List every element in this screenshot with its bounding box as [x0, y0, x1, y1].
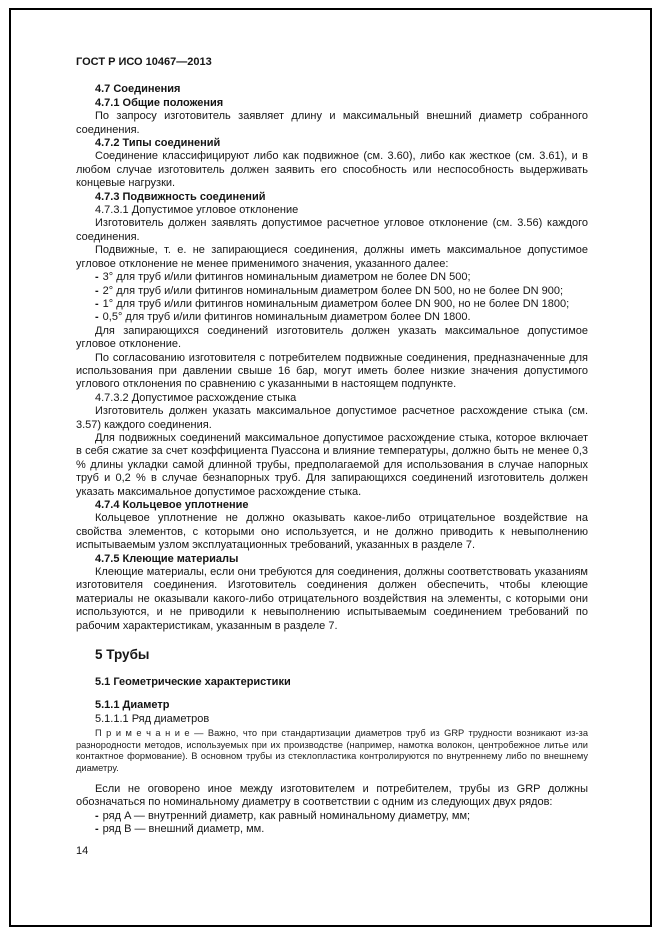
paragraph: Подвижные, т. е. не запирающиеся соединения, должны иметь максимальное допустимое угловое отклонение не менее применимого значения, указанного далее:	[76, 244, 588, 270]
heading-4-7-3-2: 4.7.3.2 Допустимое расхождение стыка	[95, 391, 297, 404]
page-content	[76, 56, 588, 837]
list-item-text: ряд B — внешний диаметр, мм.	[102, 823, 265, 836]
heading-4-7-2: 4.7.2 Типы соединений	[95, 137, 221, 150]
paragraph: По согласованию изготовителя с потребителем подвижные соединения, предназначенные для использования при давлении свыше 16 бар, могут иметь более низкие значения допустимого углового отклонения по сравнению с указанными в настоящем подпункте.	[76, 351, 588, 391]
note: П р и м е ч а н и е — Важно, что при стандартизации диаметров труб из GRP трудности возникают из-за разнородности методов, используемых при их производстве (например, намотка волокон, центробежное литье или контактное формование). В основном трубы из стеклопластика контролируются по внутреннему либо по внешнему диаметру.	[76, 728, 588, 773]
list-item-text: 1° для труб и/или фитингов номинальным диаметром более DN 900, но не более DN 1800;	[102, 297, 570, 310]
heading-4-7-4: 4.7.4 Кольцевое уплотнение	[95, 499, 249, 511]
list-item	[76, 271, 588, 284]
heading-4-7: 4.7 Соединения	[95, 83, 181, 96]
paragraph: Клеющие материалы, если они требуются для соединения, должны соответствовать указаниям изготовителя соединения. Изготовитель соединения должен обеспечить, чтобы клеющие материалы не оказывали какого-либо отрицательного воздействия на элементы, с которыми они используются, и не приводили к невыполнению испытываемым соединением требований по рабочим характеристикам, указанным в разделе 7.	[76, 566, 588, 632]
list-marker: -	[95, 823, 99, 836]
heading-5-1-1-1: 5.1.1.1 Ряд диаметров	[95, 712, 210, 725]
section-heading-5: 5 Трубы	[95, 647, 150, 663]
heading-4-7-3-1: 4.7.3.1 Допустимое угловое отклонение	[95, 204, 299, 217]
document-header: ГОСТ Р ИСО 10467—2013	[76, 56, 212, 68]
list-item-text: 3° для труб и/или фитингов номинальным диаметром не более DN 500;	[102, 271, 471, 284]
list-item	[76, 810, 588, 823]
list-item	[76, 285, 588, 298]
list-item	[76, 823, 588, 836]
heading-4-7-1: 4.7.1 Общие положения	[95, 96, 224, 109]
list-marker: -	[95, 311, 99, 324]
paragraph: Соединение классифицируют либо как подвижное (см. 3.60), либо как жесткое (см. 3.61), и в любом случае изготовитель должен заявить его способность или неспособность выдерживать концевые нагрузки.	[76, 150, 588, 190]
list-item-text: ряд A — внутренний диаметр, как равный номинальному диаметру, мм;	[102, 809, 471, 822]
list-item	[76, 298, 588, 311]
page-number: 14	[76, 845, 89, 857]
paragraph: Кольцевое уплотнение не должно оказывать какое-либо отрицательное воздействие на свойства элементов, с которыми оно используется, и не должно приводить к невыполнению испытываемым узлом эксплуатационных требований, указанных в разделе 7.	[76, 512, 588, 552]
heading-4-7-5: 4.7.5 Клеющие материалы	[95, 552, 239, 565]
list-marker: -	[95, 271, 99, 284]
paragraph: Изготовитель должен указать максимальное допустимое расчетное расхождение стыка (см. 3.57) каждого соединения.	[76, 405, 588, 431]
paragraph: Изготовитель должен заявлять допустимое расчетное угловое отклонение (см. 3.56) каждого соединения.	[76, 217, 588, 243]
list-marker: -	[95, 297, 99, 310]
list-item-text: 0,5° для труб и/или фитингов номинальным диаметром более DN 1800.	[102, 311, 471, 324]
paragraph: По запросу изготовитель заявляет длину и максимальный внешний диаметр собранного соединения.	[76, 110, 588, 136]
heading-5-1: 5.1 Геометрические характеристики	[95, 676, 291, 689]
paragraph: Для подвижных соединений максимальное допустимое расхождение стыка, которое включает в себя сжатие за счет коэффициента Пуассона и влияние температуры, должно быть не менее 0,3 % длины укладки самой длинной трубы, предполагаемой для использования в случае напорных труб и 0,2 % в случае безнапорных труб. Для запирающихся соединений изготовитель должен указать максимальное допустимое расхождение стыка.	[76, 431, 588, 498]
paragraph: Если не оговорено иное между изготовителем и потребителем, трубы из GRP должны обозначаться по номинальному диаметру в соответствии с одним из следующих двух рядов:	[76, 782, 588, 809]
list-item	[76, 311, 588, 324]
heading-4-7-3: 4.7.3 Подвижность соединений	[95, 190, 266, 203]
list-item-text: 2° для труб и/или фитингов номинальным диаметром более DN 500, но не более DN 900;	[102, 284, 564, 297]
paragraph: Для запирающихся соединений изготовитель должен указать максимальное допустимое угловое отклонение.	[76, 324, 588, 351]
heading-5-1-1: 5.1.1 Диаметр	[95, 699, 170, 712]
list-marker: -	[95, 284, 99, 297]
list-marker: -	[95, 809, 99, 822]
